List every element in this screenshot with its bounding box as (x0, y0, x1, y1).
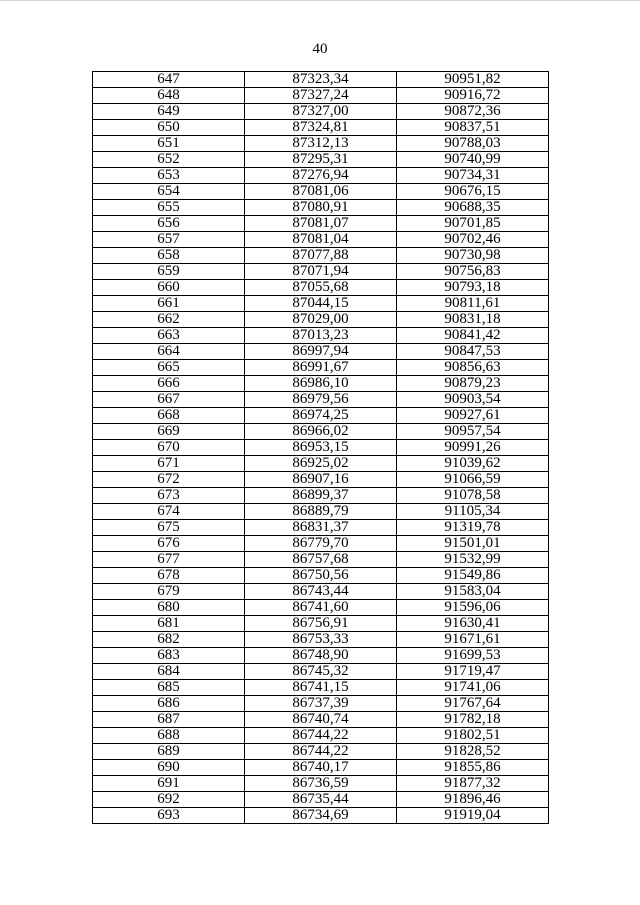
point-number-cell: 667 (93, 392, 245, 408)
table-row (93, 344, 549, 360)
table-row (93, 392, 549, 408)
table-row (93, 328, 549, 344)
point-number-cell: 674 (93, 504, 245, 520)
point-number-cell: 657 (93, 232, 245, 248)
point-number-cell: 683 (93, 648, 245, 664)
x-coordinate-cell: 86734,69 (245, 808, 397, 824)
x-coordinate-cell: 86757,68 (245, 552, 397, 568)
y-coordinate-cell: 91767,64 (397, 696, 549, 712)
table-row (93, 760, 549, 776)
x-coordinate-cell: 86744,22 (245, 744, 397, 760)
y-coordinate-cell: 90927,61 (397, 408, 549, 424)
x-coordinate-cell: 87324,81 (245, 120, 397, 136)
x-coordinate-cell: 86736,59 (245, 776, 397, 792)
table-row (93, 632, 549, 648)
x-coordinate-cell: 86953,15 (245, 440, 397, 456)
y-coordinate-cell: 90676,15 (397, 184, 549, 200)
table-row (93, 360, 549, 376)
page-number: 40 (312, 41, 328, 57)
table-row (93, 712, 549, 728)
table-row (93, 744, 549, 760)
point-number-cell: 661 (93, 296, 245, 312)
table-row (93, 776, 549, 792)
point-number-cell: 660 (93, 280, 245, 296)
point-number-cell: 647 (93, 72, 245, 88)
table-row (93, 424, 549, 440)
table-row (93, 312, 549, 328)
x-coordinate-cell: 87323,34 (245, 72, 397, 88)
x-coordinate-cell: 87327,24 (245, 88, 397, 104)
x-coordinate-cell: 87071,94 (245, 264, 397, 280)
y-coordinate-cell: 91877,32 (397, 776, 549, 792)
x-coordinate-cell: 86779,70 (245, 536, 397, 552)
x-coordinate-cell: 86907,16 (245, 472, 397, 488)
point-number-cell: 678 (93, 568, 245, 584)
y-coordinate-cell: 91066,59 (397, 472, 549, 488)
x-coordinate-cell: 86889,79 (245, 504, 397, 520)
table-row (93, 264, 549, 280)
x-coordinate-cell: 86979,56 (245, 392, 397, 408)
y-coordinate-cell: 90831,18 (397, 312, 549, 328)
point-number-cell: 687 (93, 712, 245, 728)
x-coordinate-cell: 86735,44 (245, 792, 397, 808)
point-number-cell: 677 (93, 552, 245, 568)
x-coordinate-cell: 86991,67 (245, 360, 397, 376)
table-row (93, 728, 549, 744)
point-number-cell: 689 (93, 744, 245, 760)
table-row (93, 536, 549, 552)
table-row (93, 680, 549, 696)
y-coordinate-cell: 90856,63 (397, 360, 549, 376)
point-number-cell: 659 (93, 264, 245, 280)
table-row (93, 472, 549, 488)
page-edge (0, 0, 640, 1)
point-number-cell: 676 (93, 536, 245, 552)
x-coordinate-cell: 87327,00 (245, 104, 397, 120)
x-coordinate-cell: 87029,00 (245, 312, 397, 328)
y-coordinate-cell: 91501,01 (397, 536, 549, 552)
x-coordinate-cell: 86741,15 (245, 680, 397, 696)
y-coordinate-cell: 91596,06 (397, 600, 549, 616)
table-row (93, 376, 549, 392)
table-row (93, 664, 549, 680)
y-coordinate-cell: 91532,99 (397, 552, 549, 568)
table-row (93, 488, 549, 504)
x-coordinate-cell: 87295,31 (245, 152, 397, 168)
x-coordinate-cell: 86741,60 (245, 600, 397, 616)
x-coordinate-cell: 87080,91 (245, 200, 397, 216)
table-row (93, 152, 549, 168)
table-row (93, 184, 549, 200)
x-coordinate-cell: 86740,17 (245, 760, 397, 776)
table-row (93, 440, 549, 456)
x-coordinate-cell: 87276,94 (245, 168, 397, 184)
y-coordinate-cell: 90734,31 (397, 168, 549, 184)
y-coordinate-cell: 90991,26 (397, 440, 549, 456)
y-coordinate-cell: 91782,18 (397, 712, 549, 728)
x-coordinate-cell: 86974,25 (245, 408, 397, 424)
y-coordinate-cell: 90811,61 (397, 296, 549, 312)
y-coordinate-cell: 91630,41 (397, 616, 549, 632)
x-coordinate-cell: 86748,90 (245, 648, 397, 664)
y-coordinate-cell: 91719,47 (397, 664, 549, 680)
y-coordinate-cell: 90903,54 (397, 392, 549, 408)
y-coordinate-cell: 90841,42 (397, 328, 549, 344)
y-coordinate-cell: 91671,61 (397, 632, 549, 648)
table-row (93, 88, 549, 104)
y-coordinate-cell: 91741,06 (397, 680, 549, 696)
y-coordinate-cell: 90788,03 (397, 136, 549, 152)
point-number-cell: 673 (93, 488, 245, 504)
table-row (93, 200, 549, 216)
point-number-cell: 663 (93, 328, 245, 344)
y-coordinate-cell: 90879,23 (397, 376, 549, 392)
table-row (93, 72, 549, 88)
point-number-cell: 692 (93, 792, 245, 808)
point-number-cell: 649 (93, 104, 245, 120)
x-coordinate-cell: 87081,04 (245, 232, 397, 248)
x-coordinate-cell: 86831,37 (245, 520, 397, 536)
x-coordinate-cell: 87013,23 (245, 328, 397, 344)
table-row (93, 792, 549, 808)
table-row (93, 696, 549, 712)
point-number-cell: 669 (93, 424, 245, 440)
y-coordinate-cell: 90702,46 (397, 232, 549, 248)
point-number-cell: 664 (93, 344, 245, 360)
table-row (93, 616, 549, 632)
x-coordinate-cell: 87081,06 (245, 184, 397, 200)
point-number-cell: 690 (93, 760, 245, 776)
y-coordinate-cell: 91549,86 (397, 568, 549, 584)
point-number-cell: 671 (93, 456, 245, 472)
point-number-cell: 658 (93, 248, 245, 264)
point-number-cell: 648 (93, 88, 245, 104)
point-number-cell: 679 (93, 584, 245, 600)
y-coordinate-cell: 90847,53 (397, 344, 549, 360)
point-number-cell: 670 (93, 440, 245, 456)
y-coordinate-cell: 91828,52 (397, 744, 549, 760)
table-row (93, 520, 549, 536)
point-number-cell: 685 (93, 680, 245, 696)
point-number-cell: 680 (93, 600, 245, 616)
x-coordinate-cell: 86743,44 (245, 584, 397, 600)
x-coordinate-cell: 86745,32 (245, 664, 397, 680)
x-coordinate-cell: 86756,91 (245, 616, 397, 632)
table-row (93, 232, 549, 248)
table-row (93, 280, 549, 296)
table-row (93, 584, 549, 600)
x-coordinate-cell: 86744,22 (245, 728, 397, 744)
table-row (93, 648, 549, 664)
y-coordinate-cell: 90837,51 (397, 120, 549, 136)
x-coordinate-cell: 86750,56 (245, 568, 397, 584)
point-number-cell: 688 (93, 728, 245, 744)
y-coordinate-cell: 90730,98 (397, 248, 549, 264)
point-number-cell: 693 (93, 808, 245, 824)
table-row (93, 552, 549, 568)
table-row (93, 568, 549, 584)
point-number-cell: 666 (93, 376, 245, 392)
table-row (93, 296, 549, 312)
point-number-cell: 650 (93, 120, 245, 136)
y-coordinate-cell: 90916,72 (397, 88, 549, 104)
table-row (93, 120, 549, 136)
x-coordinate-cell: 86737,39 (245, 696, 397, 712)
table-row (93, 456, 549, 472)
x-coordinate-cell: 87044,15 (245, 296, 397, 312)
y-coordinate-cell: 91699,53 (397, 648, 549, 664)
x-coordinate-cell: 87077,88 (245, 248, 397, 264)
table-row (93, 408, 549, 424)
y-coordinate-cell: 91039,62 (397, 456, 549, 472)
table-row (93, 104, 549, 120)
point-number-cell: 672 (93, 472, 245, 488)
y-coordinate-cell: 91319,78 (397, 520, 549, 536)
y-coordinate-cell: 90872,36 (397, 104, 549, 120)
coordinates-table (92, 71, 549, 824)
point-number-cell: 653 (93, 168, 245, 184)
table-row (93, 504, 549, 520)
table-row (93, 808, 549, 824)
y-coordinate-cell: 90701,85 (397, 216, 549, 232)
point-number-cell: 662 (93, 312, 245, 328)
x-coordinate-cell: 87312,13 (245, 136, 397, 152)
point-number-cell: 665 (93, 360, 245, 376)
y-coordinate-cell: 91078,58 (397, 488, 549, 504)
y-coordinate-cell: 91802,51 (397, 728, 549, 744)
coordinates-table-body (93, 72, 549, 824)
point-number-cell: 668 (93, 408, 245, 424)
table-row (93, 168, 549, 184)
x-coordinate-cell: 87081,07 (245, 216, 397, 232)
y-coordinate-cell: 90740,99 (397, 152, 549, 168)
point-number-cell: 652 (93, 152, 245, 168)
y-coordinate-cell: 90793,18 (397, 280, 549, 296)
y-coordinate-cell: 91855,86 (397, 760, 549, 776)
y-coordinate-cell: 90951,82 (397, 72, 549, 88)
point-number-cell: 651 (93, 136, 245, 152)
x-coordinate-cell: 86997,94 (245, 344, 397, 360)
y-coordinate-cell: 91896,46 (397, 792, 549, 808)
table-row (93, 136, 549, 152)
point-number-cell: 655 (93, 200, 245, 216)
x-coordinate-cell: 87055,68 (245, 280, 397, 296)
x-coordinate-cell: 86899,37 (245, 488, 397, 504)
point-number-cell: 656 (93, 216, 245, 232)
y-coordinate-cell: 91583,04 (397, 584, 549, 600)
x-coordinate-cell: 86740,74 (245, 712, 397, 728)
point-number-cell: 691 (93, 776, 245, 792)
y-coordinate-cell: 91919,04 (397, 808, 549, 824)
point-number-cell: 684 (93, 664, 245, 680)
x-coordinate-cell: 86986,10 (245, 376, 397, 392)
y-coordinate-cell: 90688,35 (397, 200, 549, 216)
point-number-cell: 654 (93, 184, 245, 200)
y-coordinate-cell: 90957,54 (397, 424, 549, 440)
y-coordinate-cell: 91105,34 (397, 504, 549, 520)
x-coordinate-cell: 86925,02 (245, 456, 397, 472)
y-coordinate-cell: 90756,83 (397, 264, 549, 280)
point-number-cell: 682 (93, 632, 245, 648)
table-row (93, 600, 549, 616)
point-number-cell: 686 (93, 696, 245, 712)
x-coordinate-cell: 86966,02 (245, 424, 397, 440)
point-number-cell: 681 (93, 616, 245, 632)
table-row (93, 248, 549, 264)
x-coordinate-cell: 86753,33 (245, 632, 397, 648)
point-number-cell: 675 (93, 520, 245, 536)
table-row (93, 216, 549, 232)
